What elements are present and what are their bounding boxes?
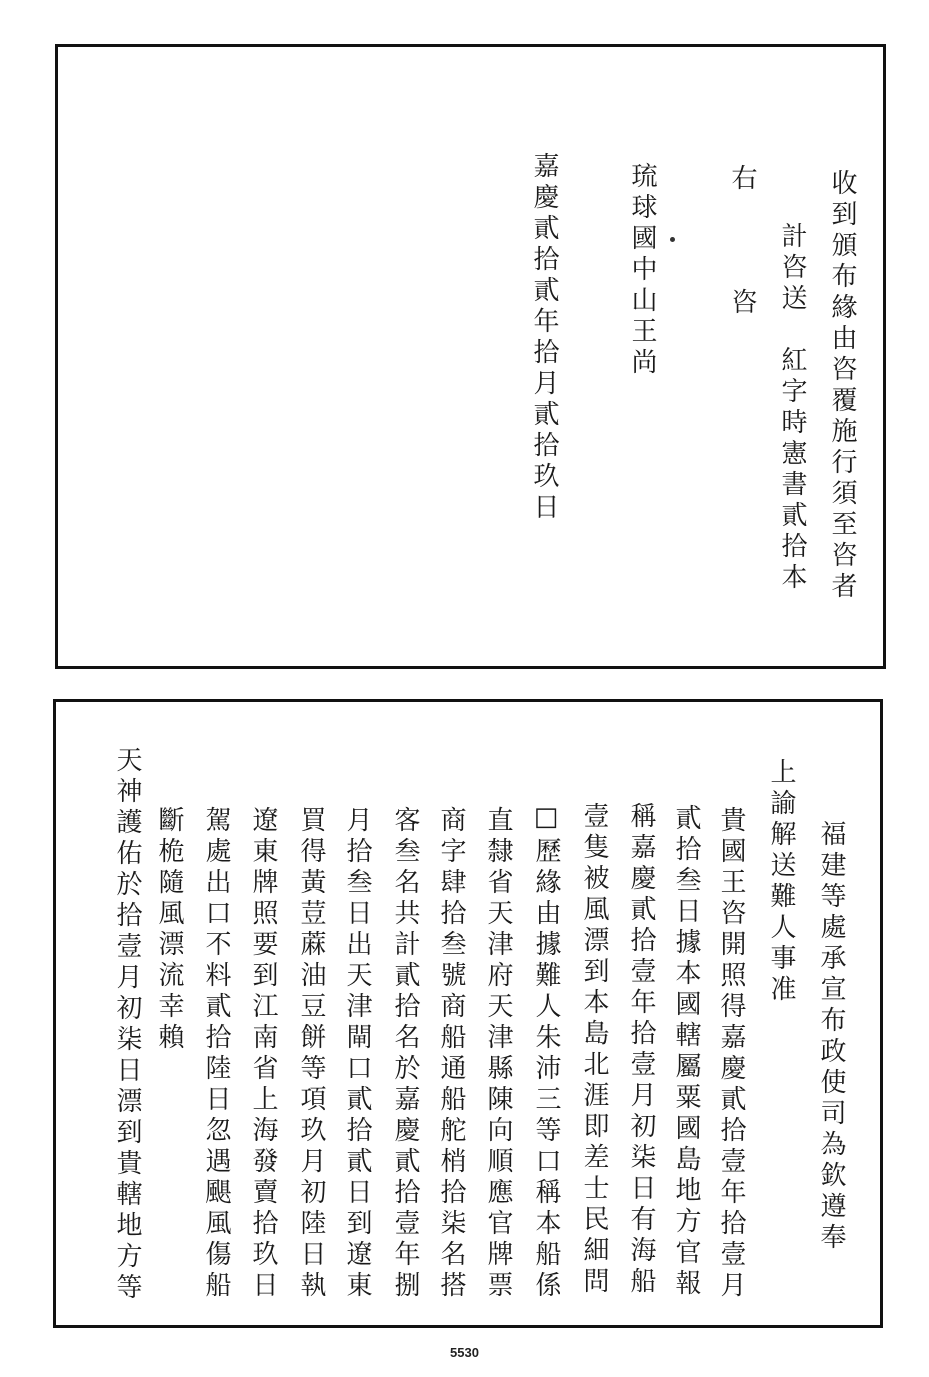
text-column: 買得黃荳蔴油豆餅等項玖月初陸日執 [296, 806, 326, 1302]
text-column: 福建等處承宣布政使司為欽遵奉 [816, 820, 846, 1254]
text-column: □歷緣由據難人朱沛三等口稱本船係 [531, 802, 561, 1302]
ink-speck [670, 237, 675, 242]
text-column: 客叁名共計貳拾名於嘉慶貳拾壹年捌 [390, 806, 420, 1302]
text-column: 貳拾叁日據本國轄屬粟國島地方官報 [671, 804, 701, 1300]
text-column: 商字肆拾叁號商船通船舵梢拾柒名搭 [436, 806, 466, 1302]
text-column: 天神護佑於拾壹月初柒日漂到貴轄地方等 [112, 746, 142, 1304]
text-column: 貴國王咨開照得嘉慶貳拾壹年拾壹月 [716, 806, 746, 1302]
top-document-panel [55, 44, 886, 669]
page-number: 5530 [450, 1345, 479, 1360]
text-column: 稱嘉慶貳拾壹年拾壹月初柒日有海船 [626, 802, 656, 1298]
text-column: 計咨送 紅字時憲書貳拾本 [777, 222, 807, 594]
text-column: 右 咨 [727, 164, 757, 319]
text-column: 上諭解送難人事准 [766, 758, 796, 1006]
text-column: 直隸省天津府天津縣陳向順應官牌票 [483, 806, 513, 1302]
text-column: 遼東牌照要到江南省上海發賣拾玖日 [248, 806, 278, 1302]
text-column: 琉球國中山王尚 [627, 162, 657, 379]
text-column: 月拾叁日出天津閘口貳拾貳日到遼東 [342, 806, 372, 1302]
text-column: 嘉慶貳拾貳年拾月貳拾玖日 [529, 152, 559, 524]
bottom-document-panel [53, 699, 883, 1328]
text-column: 斷桅隨風漂流幸賴 [154, 806, 184, 1054]
text-column: 壹隻被風漂到本島北涯即差士民細問 [579, 802, 609, 1298]
text-column: 收到頒布緣由咨覆施行須至咨者 [827, 169, 857, 603]
text-column: 駕處出口不料貳拾陸日忽遇颶風傷船 [201, 806, 231, 1302]
